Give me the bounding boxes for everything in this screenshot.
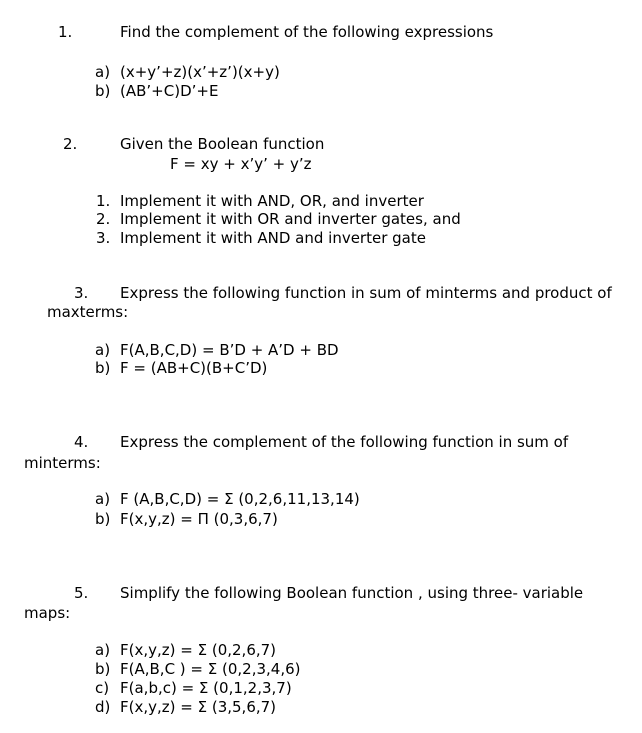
question-title: Express the complement of the following function in sum of	[120, 433, 569, 451]
item-label: 3.	[96, 229, 111, 247]
question-number: 4.	[74, 433, 89, 451]
question-title: Express the following function in sum of minterms and product of	[120, 284, 612, 302]
item-text: F(x,y,z) = Σ (0,2,6,7)	[120, 641, 277, 659]
question-title-wrap: minterms:	[24, 454, 101, 472]
item-text: F = (AB+C)(B+C’D)	[120, 359, 268, 377]
item-text: F(A,B,C ) = Σ (0,2,3,4,6)	[120, 660, 301, 678]
item-label: a)	[95, 63, 111, 81]
item-text: F(A,B,C,D) = B’D + A’D + BD	[120, 341, 339, 359]
question-number: 3.	[74, 284, 89, 302]
question-number: 5.	[74, 584, 89, 602]
item-text: F(x,y,z) = Π (0,3,6,7)	[120, 510, 278, 528]
item-label: 2.	[96, 210, 111, 228]
item-text: Implement it with OR and inverter gates, and	[120, 210, 461, 228]
question-title: Simplify the following Boolean function , using three- variable	[120, 584, 584, 602]
item-label: a)	[95, 341, 111, 359]
item-label: a)	[95, 490, 111, 508]
boolean-function: F = xy + x’y’ + y’z	[170, 155, 312, 173]
item-label: b)	[95, 359, 111, 377]
item-label: b)	[95, 82, 111, 100]
question-title-wrap: maps:	[24, 604, 71, 622]
question-number: 1.	[58, 23, 73, 41]
question-title-wrap: maxterms:	[47, 303, 129, 321]
item-text: F (A,B,C,D) = Σ (0,2,6,11,13,14)	[120, 490, 360, 508]
item-label: 1.	[96, 192, 111, 210]
question-title: Given the Boolean function	[120, 135, 325, 153]
item-label: d)	[95, 698, 111, 716]
item-label: a)	[95, 641, 111, 659]
question-title: Find the complement of the following expressions	[120, 23, 494, 41]
item-text: F(x,y,z) = Σ (3,5,6,7)	[120, 698, 277, 716]
item-text: F(a,b,c) = Σ (0,1,2,3,7)	[120, 679, 292, 697]
item-text: (AB’+C)D’+E	[120, 82, 219, 100]
item-label: b)	[95, 510, 111, 528]
item-label: b)	[95, 660, 111, 678]
item-text: (x+y’+z)(x’+z’)(x+y)	[120, 63, 280, 81]
item-text: Implement it with AND, OR, and inverter	[120, 192, 424, 210]
item-label: c)	[95, 679, 110, 697]
question-number: 2.	[63, 135, 78, 153]
item-text: Implement it with AND and inverter gate	[120, 229, 426, 247]
